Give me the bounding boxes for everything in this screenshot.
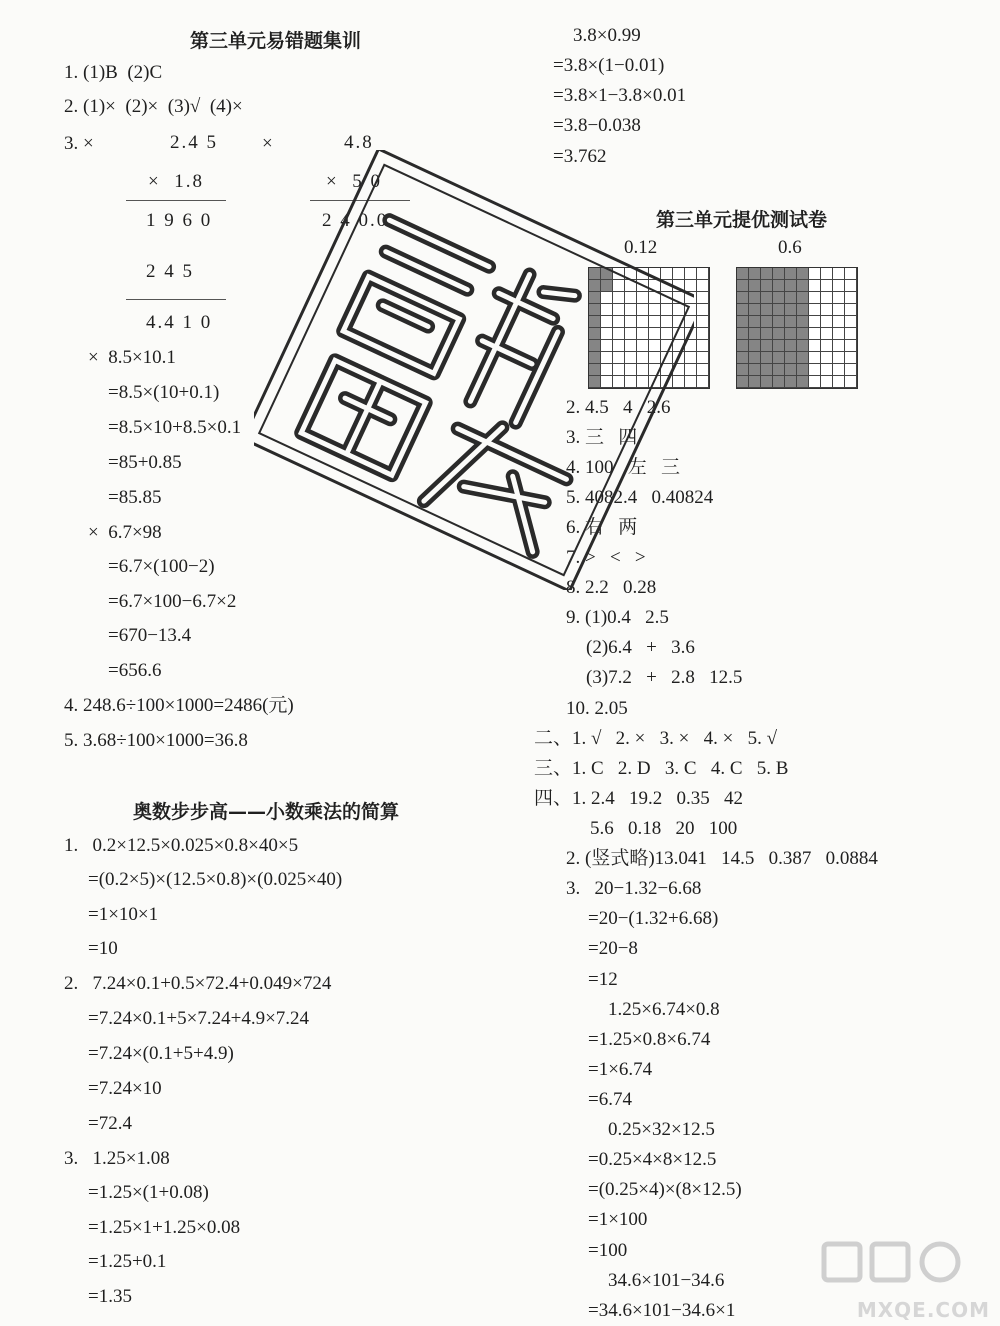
mult1-top: 2.4 5 [170, 132, 218, 153]
grid-cell [761, 364, 773, 376]
grid-cell [773, 280, 785, 292]
grid-cell [785, 316, 797, 328]
sec4-line-10: =1×6.74 [588, 1059, 653, 1080]
grid-cell [589, 364, 601, 376]
mult1-line-2 [126, 299, 226, 300]
grid-cell [589, 328, 601, 340]
grid-cell [761, 268, 773, 280]
sec4-line-3: 2. (竖式略)13.041 14.5 0.387 0.0884 [566, 848, 878, 869]
grid-cell [613, 292, 625, 304]
answer-r3: 3. 三 四 [566, 427, 638, 448]
sec4-line-15: =1×100 [588, 1209, 648, 1230]
grid-cell [649, 292, 661, 304]
grid-cell [589, 316, 601, 328]
grid-cell [749, 352, 761, 364]
grid-cell [809, 328, 821, 340]
grid-cell [821, 376, 833, 388]
grid-cell [797, 304, 809, 316]
grid-cell [601, 376, 613, 388]
grid-cell [661, 328, 673, 340]
answer-r2: 2. 4.5 4 2.6 [566, 397, 671, 418]
answer-r10: 10. 2.05 [566, 698, 628, 719]
grid-cell [661, 292, 673, 304]
grid-cell [673, 316, 685, 328]
grid-cell [809, 352, 821, 364]
grid-cell [673, 376, 685, 388]
grid-cell [685, 340, 697, 352]
grid-cell [833, 340, 845, 352]
grid-cell [649, 340, 661, 352]
grid-cell [749, 340, 761, 352]
s1-line-2: =(0.2×5)×(12.5×0.8)×(0.025×40) [88, 869, 343, 890]
grid-cell [845, 364, 857, 376]
s2-line-2: =7.24×0.1+5×7.24+4.9×7.24 [88, 1008, 310, 1029]
grid-cell [601, 280, 613, 292]
grid-cell [797, 292, 809, 304]
grid-cell [797, 268, 809, 280]
grid-cell [613, 316, 625, 328]
grid-cell [821, 340, 833, 352]
grid-cell [845, 316, 857, 328]
sec4-line-14: =(0.25×4)×(8×12.5) [588, 1179, 742, 1200]
mult1-result: 4.4 1 0 [146, 312, 213, 333]
top-calc-line-4: =3.8−0.038 [553, 115, 641, 136]
section-title-errors: 第三单元易错题集训 [190, 30, 362, 52]
calc2-line-4: =670−13.4 [108, 625, 192, 646]
grid-cell [649, 268, 661, 280]
grid-cell [785, 352, 797, 364]
grid-cell [737, 304, 749, 316]
grid-cell [601, 328, 613, 340]
grid-cell [697, 376, 709, 388]
grid-cell [821, 280, 833, 292]
grid-cell [637, 364, 649, 376]
top-calc-line-3: =3.8×1−3.8×0.01 [553, 85, 687, 106]
grid-cell [613, 376, 625, 388]
s1-line-3: =1×10×1 [88, 904, 159, 925]
answer-mark-x: × [262, 133, 273, 154]
grid-cell [673, 328, 685, 340]
grid-cell [749, 280, 761, 292]
grid-cell [809, 376, 821, 388]
grid-cell [661, 280, 673, 292]
grid-cell [737, 376, 749, 388]
grid-cell [845, 292, 857, 304]
grid-cell [613, 280, 625, 292]
grid-cell [785, 280, 797, 292]
answer-r4: 4. 100 左 三 [566, 457, 681, 478]
grid-cell [637, 268, 649, 280]
grid-cell [773, 304, 785, 316]
calc1-line-4: =85+0.85 [108, 452, 182, 473]
grid-cell [601, 364, 613, 376]
grid-cell [749, 364, 761, 376]
grid-cell [589, 304, 601, 316]
grid-cell [821, 268, 833, 280]
grid-cell [845, 304, 857, 316]
section-title-olympiad: 奥数步步高——小数乘法的简算 [133, 801, 400, 823]
grid-cell [833, 328, 845, 340]
grid-cell [833, 376, 845, 388]
grid-cell [685, 316, 697, 328]
grid-cell [685, 364, 697, 376]
grid-cell [797, 316, 809, 328]
sec4-line-7: =12 [588, 969, 618, 990]
top-calc-line-5: =3.762 [553, 146, 607, 167]
grid-cell [601, 340, 613, 352]
grid-cell [601, 316, 613, 328]
grid-cell [809, 292, 821, 304]
grid-cell [649, 352, 661, 364]
sec4-line-12: 0.25×32×12.5 [608, 1119, 715, 1140]
grid-cell [845, 268, 857, 280]
grid-cell [809, 340, 821, 352]
grid-cell [601, 352, 613, 364]
grid-cell [697, 304, 709, 316]
answer-r5: 5. 4082.4 0.40824 [566, 487, 714, 508]
grid-cell [821, 352, 833, 364]
sec4-line-6: =20−8 [588, 938, 638, 959]
grid-cell [761, 328, 773, 340]
grid-cell [761, 376, 773, 388]
grid-cell [785, 328, 797, 340]
grid-cell [833, 280, 845, 292]
calc2-line-5: =656.6 [108, 660, 162, 681]
sec4-line-16: =100 [588, 1240, 628, 1261]
s2-line-5: =72.4 [88, 1113, 132, 1134]
grid-cell [613, 340, 625, 352]
grid-cell [761, 340, 773, 352]
sec4-line-8: 1.25×6.74×0.8 [608, 999, 720, 1020]
top-calc-line-2: =3.8×(1−0.01) [553, 55, 665, 76]
grid-cell [589, 340, 601, 352]
grid-cell [845, 376, 857, 388]
grid-cell [773, 364, 785, 376]
grid-cell [649, 304, 661, 316]
grid-cell [589, 292, 601, 304]
mult2-top: 4.8 [344, 132, 374, 153]
grid-cell [737, 292, 749, 304]
answer-r6: 6. 右 两 [566, 517, 638, 538]
grid-cell [773, 328, 785, 340]
grid-cell [589, 376, 601, 388]
answer-r9-3: (3)7.2 + 2.8 12.5 [586, 667, 743, 688]
answer-line-1: 1. (1)B (2)C [64, 62, 163, 83]
grid-cell [613, 328, 625, 340]
sec4-line-11: =6.74 [588, 1089, 632, 1110]
grid-cell [637, 328, 649, 340]
grid-cell [661, 316, 673, 328]
grid-cell [661, 376, 673, 388]
grid-cell [761, 280, 773, 292]
answer-r9-2: (2)6.4 + 3.6 [586, 637, 695, 658]
grid-cell [809, 316, 821, 328]
grid-cell [637, 292, 649, 304]
grid-cell [613, 304, 625, 316]
grid-cell [589, 268, 601, 280]
hundred-grid-0-6 [736, 267, 858, 389]
calc1-line-5: =85.85 [108, 487, 162, 508]
grid-cell [821, 316, 833, 328]
grid-cell [797, 352, 809, 364]
grid-cell [845, 280, 857, 292]
s3-line-5: =1.35 [88, 1286, 132, 1307]
grid-cell [845, 328, 857, 340]
grid-cell [737, 268, 749, 280]
grid-cell [821, 292, 833, 304]
grid-cell [809, 304, 821, 316]
grid-cell [685, 352, 697, 364]
s2-line-1: 2. 7.24×0.1+0.5×72.4+0.049×724 [64, 973, 332, 994]
answer-line-4: 4. 248.6÷100×1000=2486(元) [64, 695, 294, 716]
grid-cell [761, 292, 773, 304]
s1-line-4: =10 [88, 938, 118, 959]
grid-cell [625, 340, 637, 352]
grid-cell [749, 304, 761, 316]
grid-cell [685, 304, 697, 316]
mult2-line [310, 200, 410, 201]
grid-cell [761, 316, 773, 328]
grid-cell [625, 268, 637, 280]
sec4-line-18: =34.6×101−34.6×1 [588, 1300, 736, 1321]
grid-cell [613, 364, 625, 376]
grid-cell [833, 316, 845, 328]
calc2-line-2: =6.7×(100−2) [108, 556, 215, 577]
grid-cell [589, 352, 601, 364]
grid-cell [661, 352, 673, 364]
watermark-text: MXQE.COM [856, 1298, 990, 1322]
grid-cell [697, 292, 709, 304]
grid-cell [785, 292, 797, 304]
s3-line-4: =1.25+0.1 [88, 1251, 167, 1272]
grid-cell [833, 292, 845, 304]
grid-cell [773, 316, 785, 328]
grid-cell [685, 268, 697, 280]
s2-line-4: =7.24×10 [88, 1078, 162, 1099]
grid-cell [625, 304, 637, 316]
grid-cell [625, 292, 637, 304]
sec4-line-13: =0.25×4×8×12.5 [588, 1149, 717, 1170]
grid-cell [673, 304, 685, 316]
grid-cell [625, 280, 637, 292]
grid-cell [613, 268, 625, 280]
grid-cell [697, 268, 709, 280]
grid-cell [785, 268, 797, 280]
grid-cell [649, 364, 661, 376]
calc1-line-1: × 8.5×10.1 [88, 347, 176, 368]
grid-cell [821, 364, 833, 376]
sec4-line-1: 四、1. 2.4 19.2 0.35 42 [534, 788, 744, 809]
grid-cell [749, 328, 761, 340]
grid-cell [673, 352, 685, 364]
grid-cell [773, 292, 785, 304]
grid-cell [785, 376, 797, 388]
grid-cell [797, 376, 809, 388]
s1-line-1: 1. 0.2×12.5×0.025×0.8×40×5 [64, 835, 299, 856]
grid-cell [797, 328, 809, 340]
answer-line-3-prefix: 3. × [64, 133, 94, 154]
grid-label-0-6: 0.6 [778, 237, 802, 258]
grid-cell [749, 316, 761, 328]
sec4-line-9: =1.25×0.8×6.74 [588, 1029, 711, 1050]
grid-cell [737, 280, 749, 292]
grid-cell [613, 352, 625, 364]
grid-cell [773, 340, 785, 352]
grid-cell [737, 316, 749, 328]
grid-cell [697, 280, 709, 292]
grid-cell [773, 376, 785, 388]
calc2-line-1: × 6.7×98 [88, 522, 162, 543]
grid-cell [625, 316, 637, 328]
s3-line-2: =1.25×(1+0.08) [88, 1182, 209, 1203]
grid-cell [785, 340, 797, 352]
grid-cell [809, 280, 821, 292]
grid-cell [833, 364, 845, 376]
grid-cell [833, 352, 845, 364]
grid-cell [737, 352, 749, 364]
grid-cell [685, 280, 697, 292]
grid-cell [661, 304, 673, 316]
grid-cell [833, 268, 845, 280]
grid-cell [749, 268, 761, 280]
grid-cell [821, 304, 833, 316]
grid-cell [833, 304, 845, 316]
grid-cell [797, 340, 809, 352]
grid-cell [737, 340, 749, 352]
grid-label-0-12: 0.12 [624, 237, 658, 258]
grid-cell [685, 292, 697, 304]
grid-cell [673, 280, 685, 292]
sec4-line-2: 5.6 0.18 20 100 [590, 818, 738, 839]
grid-cell [625, 328, 637, 340]
mult1-multiplier: × 1.8 [148, 171, 204, 192]
grid-cell [625, 352, 637, 364]
grid-cell [697, 364, 709, 376]
mult1-partial-1: 1 9 6 0 [146, 210, 213, 231]
calc2-line-3: =6.7×100−6.7×2 [108, 591, 237, 612]
grid-cell [845, 352, 857, 364]
grid-cell [809, 364, 821, 376]
top-calc-line-1: 3.8×0.99 [573, 25, 641, 46]
grid-cell [761, 352, 773, 364]
grid-cell [637, 340, 649, 352]
grid-cell [773, 352, 785, 364]
grid-cell [661, 340, 673, 352]
grid-cell [797, 280, 809, 292]
grid-cell [785, 304, 797, 316]
grid-cell [637, 280, 649, 292]
grid-cell [797, 364, 809, 376]
sec4-line-5: =20−(1.32+6.68) [588, 908, 719, 929]
grid-cell [661, 364, 673, 376]
grid-cell [637, 316, 649, 328]
s2-line-3: =7.24×(0.1+5+4.9) [88, 1043, 234, 1064]
hundred-grid-0-12 [588, 267, 710, 389]
grid-cell [737, 364, 749, 376]
grid-cell [601, 268, 613, 280]
grid-cell [625, 376, 637, 388]
mult1-line-1 [126, 200, 226, 201]
calc1-line-2: =8.5×(10+0.1) [108, 382, 220, 403]
grid-cell [673, 340, 685, 352]
grid-cell [637, 376, 649, 388]
sec4-line-17: 34.6×101−34.6 [608, 1270, 725, 1291]
grid-cell [773, 268, 785, 280]
grid-cell [649, 376, 661, 388]
grid-cell [749, 376, 761, 388]
grid-cell [649, 316, 661, 328]
grid-cell [649, 328, 661, 340]
grid-cell [649, 280, 661, 292]
grid-cell [845, 340, 857, 352]
calc1-line-3: =8.5×10+8.5×0.1 [108, 417, 242, 438]
grid-cell [625, 364, 637, 376]
grid-cell [685, 328, 697, 340]
section-3-answers: 三、1. C 2. D 3. C 4. C 5. B [534, 758, 789, 779]
section-title-test: 第三单元提优测试卷 [656, 209, 828, 231]
mult2-multiplier: × 5 0 [326, 171, 382, 192]
s3-line-1: 3. 1.25×1.08 [64, 1148, 170, 1169]
grid-cell [673, 292, 685, 304]
grid-cell [749, 292, 761, 304]
grid-cell [601, 292, 613, 304]
grid-cell [673, 268, 685, 280]
grid-cell [589, 280, 601, 292]
sec4-line-4: 3. 20−1.32−6.68 [566, 878, 702, 899]
mult2-result: 2 4 0.0 [322, 210, 389, 231]
grid-cell [697, 316, 709, 328]
grid-cell [697, 352, 709, 364]
grid-cell [637, 352, 649, 364]
answer-r8: 8. 2.2 0.28 [566, 577, 657, 598]
grid-cell [661, 268, 673, 280]
grid-cell [637, 304, 649, 316]
grid-cell [785, 364, 797, 376]
answer-r9-1: 9. (1)0.4 2.5 [566, 607, 669, 628]
s3-line-3: =1.25×1+1.25×0.08 [88, 1217, 241, 1238]
answer-line-2: 2. (1)× (2)× (3)√ (4)× [64, 96, 243, 117]
grid-cell [737, 328, 749, 340]
section-2-answers: 二、1. √ 2. × 3. × 4. × 5. √ [534, 728, 778, 749]
answer-r7: 7. > < > [566, 547, 646, 568]
grid-cell [697, 340, 709, 352]
grid-cell [673, 364, 685, 376]
grid-cell [821, 328, 833, 340]
grid-cell [809, 268, 821, 280]
answer-line-5: 5. 3.68÷100×1000=36.8 [64, 730, 248, 751]
mult1-partial-2: 2 4 5 [146, 261, 194, 282]
grid-cell [697, 328, 709, 340]
grid-cell [685, 376, 697, 388]
grid-cell [761, 304, 773, 316]
grid-cell [601, 304, 613, 316]
